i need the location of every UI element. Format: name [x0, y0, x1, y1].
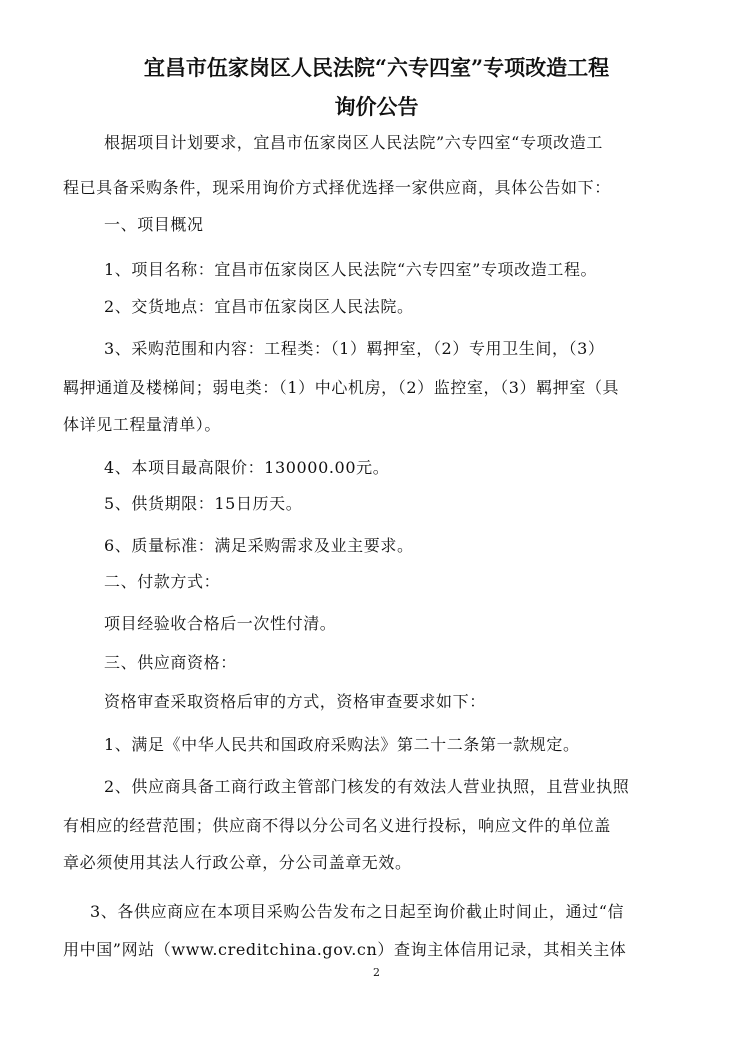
- qualification-item-2-line-3: 章必须使用其法人行政公章，分公司盖章无效。: [63, 853, 412, 872]
- payment-terms: 项目经验收合格后一次性付清。: [104, 614, 337, 633]
- qualification-item-1: 1、满足《中华人民共和国政府采购法》第二十二条第一款规定。: [104, 735, 580, 754]
- document-title: 宜昌市伍家岗区人民法院“六专四室”专项改造工程: [143, 55, 610, 80]
- item-max-price: 4、本项目最高限价：130000.00元。: [104, 458, 390, 477]
- document-subtitle: 询价公告: [334, 94, 419, 119]
- item-procurement-scope-line-1: 3、采购范围和内容：工程类：（1）羁押室，（2）专用卫生间，（3）: [104, 339, 605, 358]
- paragraph-intro-line-2: 程已具备采购条件，现采用询价方式择优选择一家供应商，具体公告如下：: [63, 178, 611, 197]
- item-delivery-location: 2、交货地点：宜昌市伍家岗区人民法院。: [104, 297, 414, 316]
- paragraph-intro-line-1: 根据项目计划要求，宜昌市伍家岗区人民法院”六专四室“专项改造工: [104, 133, 603, 152]
- qualification-item-3-line-1: 3、各供应商应在本项目采购公告发布之日起至询价截止时间止，通过“信: [90, 902, 625, 921]
- section-heading-project-overview: 一、项目概况: [104, 215, 204, 234]
- item-quality-standard: 6、质量标准：满足采购需求及业主要求。: [104, 536, 414, 555]
- section-heading-payment: 二、付款方式：: [104, 572, 221, 591]
- item-procurement-scope-line-3: 体详见工程量清单）。: [63, 415, 222, 434]
- item-procurement-scope-line-2: 羁押通道及楼梯间；弱电类：（1）中心机房，（2）监控室，（3）羁押室（具: [63, 378, 620, 397]
- section-heading-supplier-qualification: 三、供应商资格：: [104, 653, 237, 672]
- page-number: 2: [373, 966, 380, 979]
- item-delivery-period: 5、供货期限：15日历天。: [104, 494, 303, 513]
- item-project-name: 1、项目名称：宜昌市伍家岗区人民法院“六专四室”专项改造工程。: [104, 260, 598, 279]
- qualification-review-method: 资格审查采取资格后审的方式，资格审查要求如下：: [104, 692, 486, 711]
- qualification-item-2-line-2: 有相应的经营范围；供应商不得以分公司名义进行投标，响应文件的单位盖: [63, 816, 611, 835]
- qualification-item-3-line-2: 用中国”网站（www.creditchina.gov.cn）查询主体信用记录，其相关主体: [63, 940, 627, 959]
- qualification-item-2-line-1: 2、供应商具备工商行政主管部门核发的有效法人营业执照，且营业执照: [104, 777, 630, 796]
